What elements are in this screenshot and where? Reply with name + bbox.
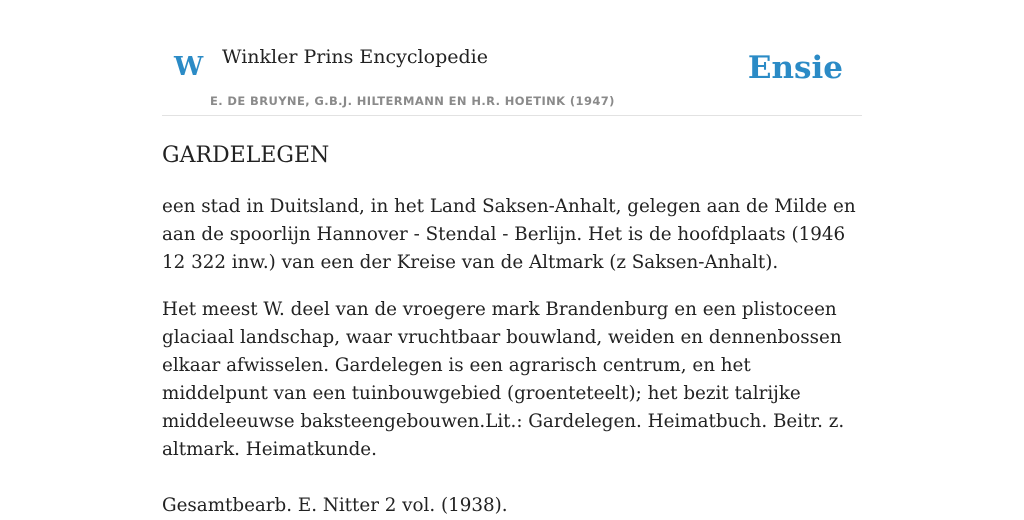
source-authors: E. DE BRUYNE, G.B.J. HILTERMANN EN H.R. HOETINK (1947) [210,94,615,108]
article-paragraph: Het meest W. deel van de vroegere mark Brandenburg en een plistoceen glaciaal landschap, waar vruchtbaar bouwland, weiden en dennenbossen elkaar afwisselen. Gardelegen is een agrarisch centrum, en het middelpunt van een tuinbouwgebied (groenteteelt); het bezit talrijke middeleeuwse baksteengebouwen.Lit.: Gardelegen. Heimatbuch. Beitr. z. altmark. Heimatkunde. [162,299,845,460]
article-paragraph: een stad in Duitsland, in het Land Saksen-Anhalt, gelegen aan de Milde en aan de spoorlijn Hannover - Stendal - Berlijn. Het is de hoofdplaats (1946 12 322 inw.) van een der Kreise van de Altmark (z Saksen-Anhalt). [162,196,856,273]
page-title: GARDELEGEN [162,143,330,168]
article-page [162,0,862,520]
article-body [162,193,862,520]
source-logo[interactable]: W [174,52,204,82]
source-header [162,0,862,116]
source-title[interactable]: Winkler Prins Encyclopedie [222,46,488,68]
article-paragraph: Gesamtbearb. E. Nitter 2 vol. (1938). [162,495,508,516]
brand-logo[interactable]: Ensie [747,50,843,86]
